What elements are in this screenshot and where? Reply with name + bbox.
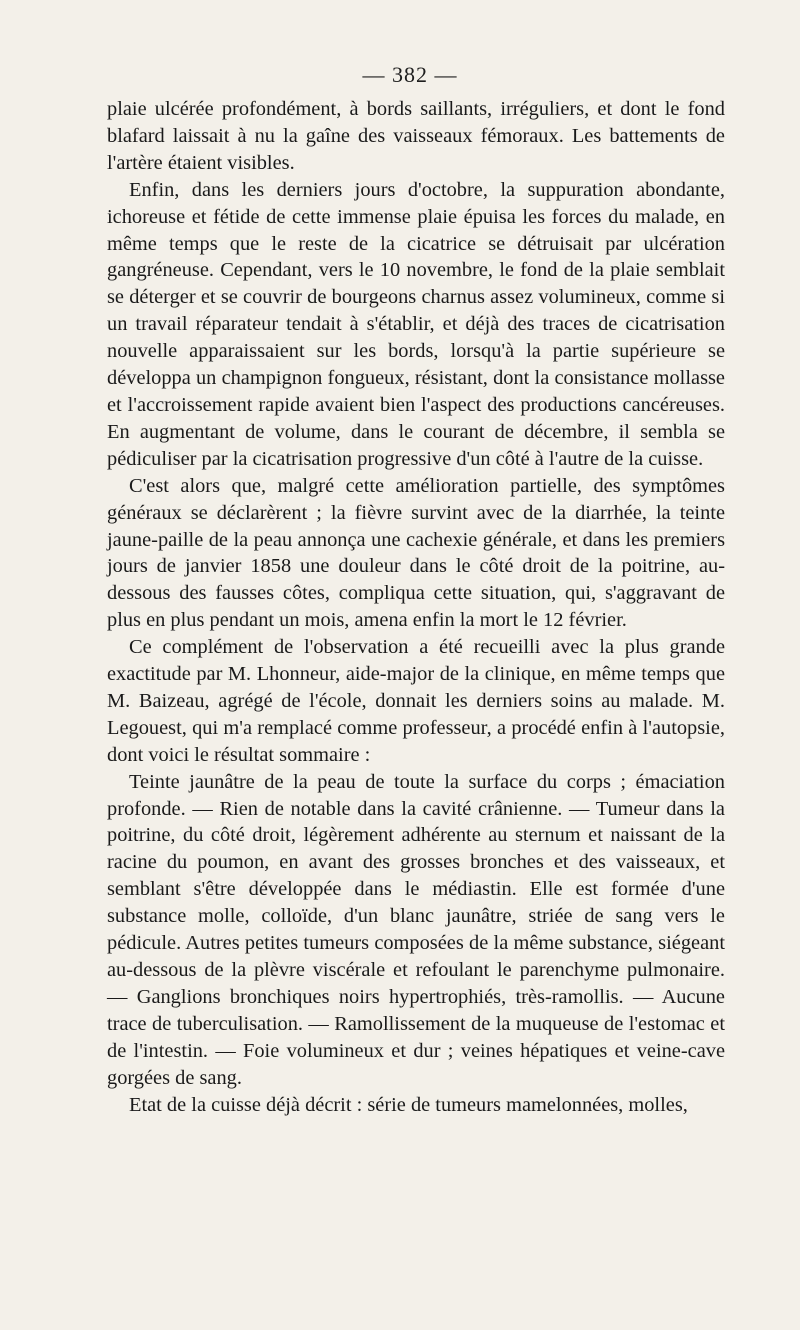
paragraph-3: C'est alors que, malgré cette amélioration partielle, des symptômes généraux se déclarèrent ; la fièvre survint avec de la diarrhée, la teinte jaune-paille de la peau annonça une cachexie générale, et dans les premiers jours de janvier 1858 une douleur dans le côté droit de la poitrine, au-dessous des fausses côtes, compliqua cette situation, qui, s'aggravant de plus en plus pendant un mois, amena enfin la mort le 12 février.	[107, 474, 725, 632]
page-number: — 382 —	[362, 62, 458, 87]
body-text	[107, 96, 725, 1118]
paragraph-5: Teinte jaunâtre de la peau de toute la surface du corps ; émaciation profonde. — Rien de notable dans la cavité crânienne. — Tumeur dans la poitrine, du côté droit, légèrement adhérente au sternum et naissant de la racine du poumon, en avant des grosses bronches et des vaisseaux, et semblant s'être développée dans le médiastin. Elle est formée d'une substance molle, colloïde, d'un blanc jaunâtre, striée de sang vers le pédicule. Autres petites tumeurs composées de la même substance, siégeant au-dessous de la plèvre viscérale et refoulant le parenchyme pulmonaire. — Ganglions bronchiques noirs hypertrophiés, très-ramollis. — Aucune trace de tuberculisation. — Ramollissement de la muqueuse de l'estomac et de l'intestin. — Foie volumineux et dur ; veines hépatiques et veine-cave gorgées de sang.	[107, 770, 725, 1089]
paragraph-2: Enfin, dans les derniers jours d'octobre, la suppuration abondante, ichoreuse et fétide de cette immense plaie épuisa les forces du malade, en même temps que le reste de la cicatrice se détruisait par ulcération gangréneuse. Cependant, vers le 10 novembre, le fond de la plaie semblait se déterger et se couvrir de bourgeons charnus assez volumineux, comme si un travail réparateur tendait à s'établir, et déjà des traces de cicatrisation nouvelle apparaissaient sur les bords, lorsqu'à la partie supérieure se développa un champignon fongueux, résistant, dont la consistance mollasse et l'accroissement rapide avaient bien l'aspect des productions cancéreuses. En augmentant de volume, dans le courant de décembre, il sembla se pédiculiser par la cicatrisation progressive d'un côté à l'autre de la cuisse.	[107, 178, 725, 470]
paragraph-4: Ce complément de l'observation a été recueilli avec la plus grande exactitude par M. Lhonneur, aide-major de la clinique, en même temps que M. Baizeau, agrégé de l'école, donnait les derniers soins au malade. M. Legouest, qui m'a remplacé comme professeur, a procédé enfin à l'autopsie, dont voici le résultat sommaire :	[107, 636, 725, 766]
paragraph-6: Etat de la cuisse déjà décrit : série de tumeurs mamelonnées, molles,	[129, 1093, 688, 1116]
paragraph-1: plaie ulcérée profondément, à bords saillants, irréguliers, et dont le fond blafard laissait à nu la gaîne des vaisseaux fémoraux. Les battements de l'artère étaient visibles.	[107, 98, 725, 174]
